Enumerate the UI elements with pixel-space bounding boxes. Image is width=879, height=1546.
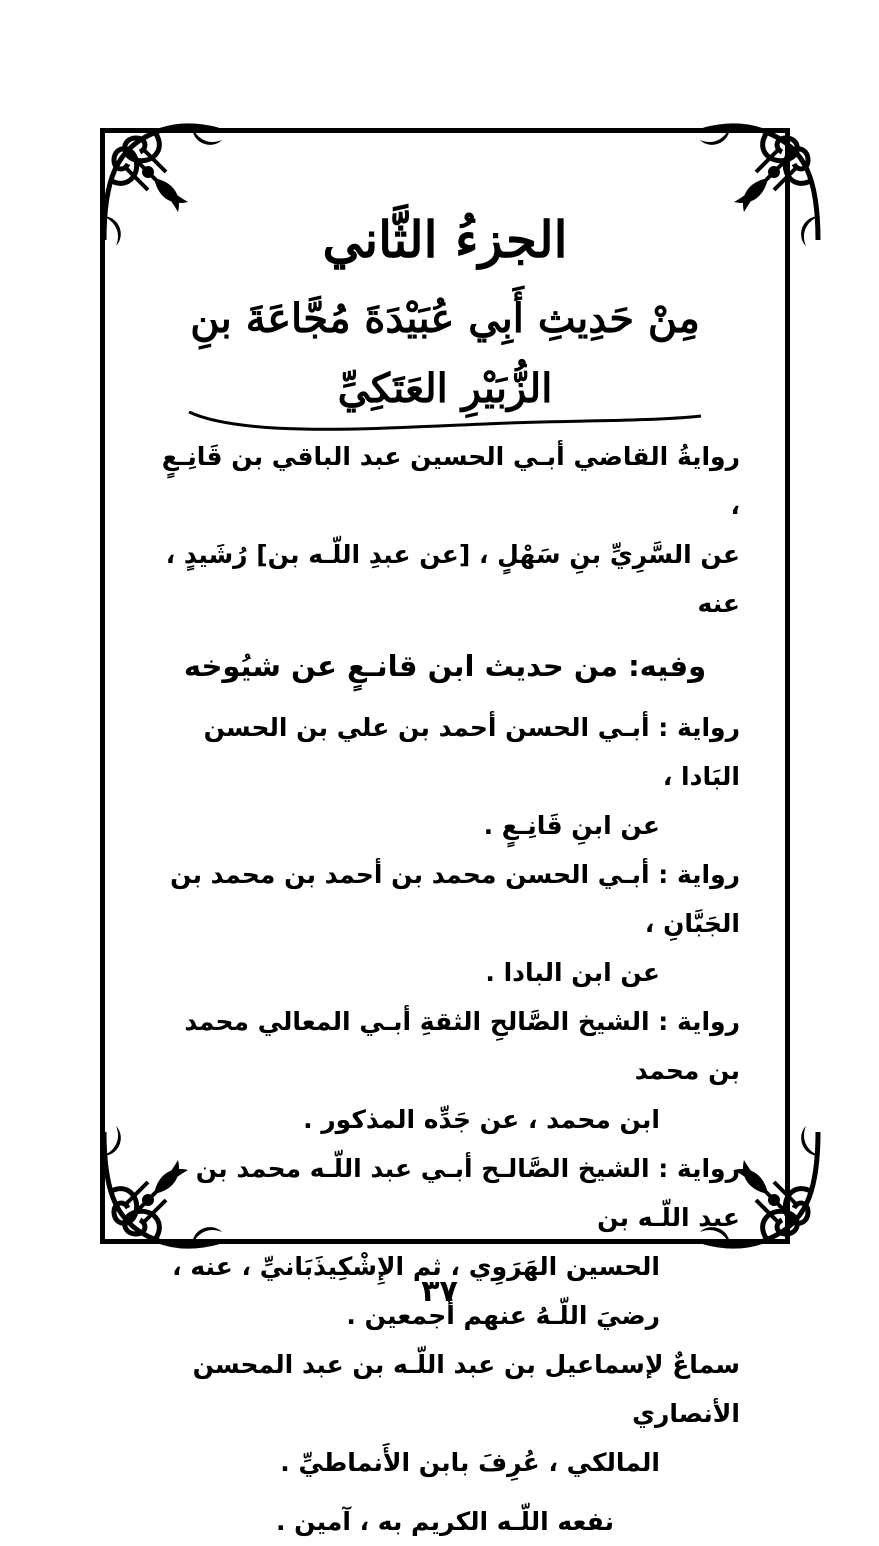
closing-line: نفعه اللّـه الكريم به ، آمين . bbox=[275, 1507, 615, 1536]
part-title: الجزءُ الثَّاني bbox=[322, 210, 568, 269]
riwaya-line: رواية : أبـي الحسن أحمد بن علي بن الحسن البَادا ، bbox=[203, 713, 740, 791]
riwaya-line: ابن محمد ، عن جَدِّه المذكور . bbox=[303, 1105, 660, 1134]
page-content bbox=[150, 200, 740, 1546]
narration-line: عن السَّرِيِّ بنِ سَهْلٍ ، [عن عبدِ اللّـه بن] رُشَيدٍ ، عنه bbox=[165, 540, 740, 618]
riwaya-line: الحسين الهَرَوِي ، ثم الإِشْكِيذَبَانيِّ ، عنه ، bbox=[172, 1252, 660, 1281]
section-heading: وفيه: من حديث ابن قانـعٍ عن شيُوخه bbox=[183, 649, 707, 683]
page-number: ٣٧ bbox=[421, 1274, 458, 1309]
riwaya-line: رواية : الشيخ الصَّالحِ الثقةِ أبـي المعالي محمد بن محمد bbox=[184, 1007, 740, 1085]
riwaya-line: عن ابن البادا . bbox=[485, 958, 660, 987]
riwaya-line: رواية : أبـي الحسن محمد بن أحمد بن محمد بن الجَبَّانِ ، bbox=[170, 860, 740, 938]
sama-line: سماعٌ لإسماعيل بن عبد اللّـه بن عبد المحسن الأنصاري bbox=[192, 1350, 740, 1428]
narration-line: روايةُ القاضي أبـي الحسين عبد الباقي بن قَانِـعٍ ، bbox=[161, 442, 740, 520]
riwaya-line: رواية : الشيخ الصَّالـح أبـي عبد اللّـه محمد بن عبد اللّـه بن bbox=[195, 1154, 740, 1232]
riwaya-line: عن ابنِ قَانِـعٍ . bbox=[483, 811, 660, 840]
book-subtitle: مِنْ حَدِيثِ أَبِي عُبَيْدَةَ مُجَّاعَةَ بنِ الزُّبَيْرِ العَتَكِيِّ bbox=[190, 295, 700, 412]
riwaya-line: رضيَ اللّـهُ عنهم أجمعين . bbox=[346, 1301, 660, 1330]
sama-line: المالكي ، عُرِفَ بابن الأَنماطيِّ . bbox=[280, 1448, 660, 1477]
